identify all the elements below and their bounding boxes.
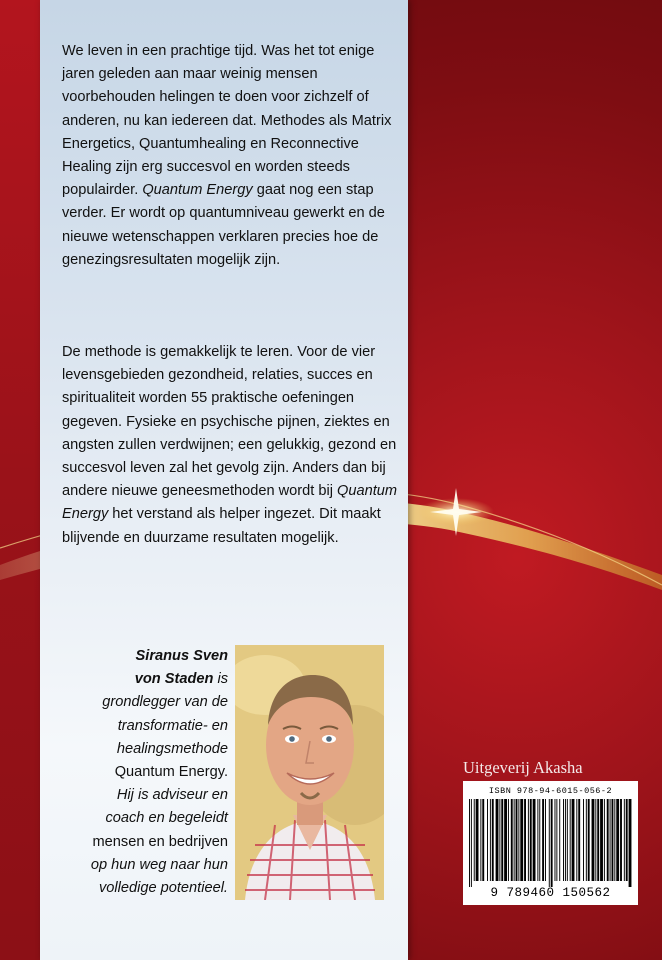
author-bio-line bbox=[62, 831, 228, 854]
barcode-bar bbox=[537, 799, 538, 881]
barcode-bar bbox=[549, 799, 550, 887]
author-bio bbox=[62, 645, 228, 900]
barcode-bar bbox=[487, 799, 488, 881]
barcode-bar bbox=[542, 799, 544, 881]
barcode-bar bbox=[530, 799, 532, 881]
barcode-bar bbox=[533, 799, 536, 881]
author-bio-text: op hun weg naar hun bbox=[90, 856, 228, 873]
isbn-barcode bbox=[463, 781, 638, 905]
barcode-bar bbox=[476, 799, 479, 881]
barcode-bar bbox=[556, 799, 557, 881]
barcode-bar bbox=[576, 799, 577, 881]
author-bio-text: von Staden bbox=[134, 671, 214, 688]
barcode-bar bbox=[471, 799, 472, 887]
barcode-bar bbox=[624, 799, 625, 881]
barcode-bar bbox=[480, 799, 481, 881]
author-bio-line bbox=[62, 877, 228, 900]
barcode-bar bbox=[508, 799, 509, 881]
barcode-bar bbox=[514, 799, 515, 881]
barcode-bar bbox=[551, 799, 553, 887]
barcode-bar bbox=[607, 799, 609, 881]
barcode-bar bbox=[501, 799, 503, 881]
barcode-bar bbox=[626, 799, 628, 881]
barcode-bar bbox=[474, 799, 475, 881]
author-bio-text: transformatie- en bbox=[117, 717, 228, 734]
barcode-bar bbox=[516, 799, 518, 881]
text-run: De methode is gemakkelijk te leren. Voor de vier levensgebieden gezondheid, relaties, succes en spiritualiteit worden 55 praktische oefeningen gegeven. Fysieke en psychische pijnen, ziektes en angsten zullen verdwijnen; een gelukkig, gezond en succesvol leven zal het gevolg zijn. Anders dan bij andere nieuwe geneesmethoden wordt bij bbox=[62, 344, 397, 500]
barcode-bar bbox=[499, 799, 500, 881]
author-bio-text: coach en begeleidt bbox=[105, 810, 228, 827]
barcode-bar bbox=[586, 799, 587, 881]
barcode-bar bbox=[555, 799, 556, 881]
barcode-bar bbox=[518, 799, 519, 881]
author-bio-line bbox=[62, 761, 228, 784]
barcode-bar bbox=[504, 799, 507, 881]
author-bio-text: healingsmethode bbox=[116, 740, 228, 757]
barcode-bar bbox=[597, 799, 599, 881]
barcode-bar bbox=[612, 799, 614, 881]
barcode-bar bbox=[567, 799, 568, 881]
blurb-paragraph-1 bbox=[62, 40, 398, 272]
barcode-bar bbox=[563, 799, 564, 881]
barcode-bar bbox=[539, 799, 540, 881]
text-run: We leven in een prachtige tijd. Was het tot enige jaren geleden aan maar weinig mensen voorbehouden helingen te doen voor zichzelf of anderen, nu kan iedereen dat. Methodes als Matrix Energetics, Quantumhealing en Reconnective Healing zijn erg succesvol en worden steeds populairder. bbox=[62, 43, 392, 199]
author-photo bbox=[235, 645, 384, 900]
author-bio-line bbox=[62, 645, 228, 668]
author-bio-text: volledige potentieel. bbox=[98, 880, 228, 897]
barcode-bar bbox=[595, 799, 596, 881]
barcode-bar bbox=[482, 799, 484, 881]
barcode-bar bbox=[583, 799, 584, 881]
text-run: gaat nog een stap verder. Er wordt op quantumniveau gewerkt en de nieuwe wetenschappen verklaren precies hoe de genezingsresultaten mogelijk zijn. bbox=[62, 182, 385, 268]
barcode-bar bbox=[620, 799, 622, 881]
barcode-bar bbox=[570, 799, 571, 881]
text-run: het verstand als helper ingezet. Dit maakt blijvende en duurzame resultaten mogelijk. bbox=[62, 506, 381, 546]
author-bio-text: grondlegger van de bbox=[102, 694, 228, 711]
barcode-bar bbox=[610, 799, 611, 881]
author-bio-line bbox=[62, 784, 228, 807]
italic-title-run: Quantum Energy bbox=[62, 483, 398, 523]
author-bio-text: mensen en bedrijven bbox=[92, 833, 228, 850]
barcode-bar bbox=[511, 799, 513, 881]
barcode-bar bbox=[492, 799, 494, 881]
author-bio-text: Siranus Sven bbox=[135, 648, 228, 664]
barcode-bar bbox=[614, 799, 615, 881]
isbn-label: ISBN 978-94-6015-056-2 bbox=[488, 786, 613, 796]
barcode-bar bbox=[524, 799, 526, 881]
italic-title-run: Quantum Energy bbox=[142, 182, 253, 199]
barcode-bar bbox=[565, 799, 566, 881]
barcode-bar bbox=[559, 799, 560, 881]
barcode-bar bbox=[572, 799, 575, 881]
blurb-paragraph-2 bbox=[62, 341, 398, 550]
barcode-bar bbox=[578, 799, 580, 881]
barcode-bar bbox=[600, 799, 603, 881]
isbn-digits: 9 789460 150562 bbox=[490, 886, 611, 900]
barcode-bar bbox=[496, 799, 499, 881]
author-bio-suffix: is bbox=[213, 671, 228, 688]
barcode-bar bbox=[545, 799, 546, 881]
barcode-bar bbox=[528, 799, 529, 881]
author-bio-text: Hij is adviseur en bbox=[116, 787, 228, 804]
barcode-bar bbox=[616, 799, 619, 881]
publisher-name: Uitgeverij Akasha bbox=[463, 758, 583, 777]
barcode-bar bbox=[592, 799, 595, 881]
barcode-bar bbox=[490, 799, 491, 881]
author-bio-line bbox=[62, 807, 228, 830]
author-bio-line bbox=[62, 715, 228, 738]
author-bio-line bbox=[62, 738, 228, 761]
author-bio-line bbox=[62, 691, 228, 714]
barcode-bar bbox=[520, 799, 523, 881]
barcode-bar bbox=[629, 799, 632, 887]
barcode-bar bbox=[469, 799, 470, 887]
barcode-bar bbox=[588, 799, 590, 881]
author-bio-line bbox=[62, 854, 228, 877]
author-bio-text: Quantum Energy. bbox=[114, 764, 228, 781]
barcode-bars bbox=[469, 799, 632, 887]
author-bio-line bbox=[62, 668, 228, 691]
barcode-bar bbox=[604, 799, 605, 881]
